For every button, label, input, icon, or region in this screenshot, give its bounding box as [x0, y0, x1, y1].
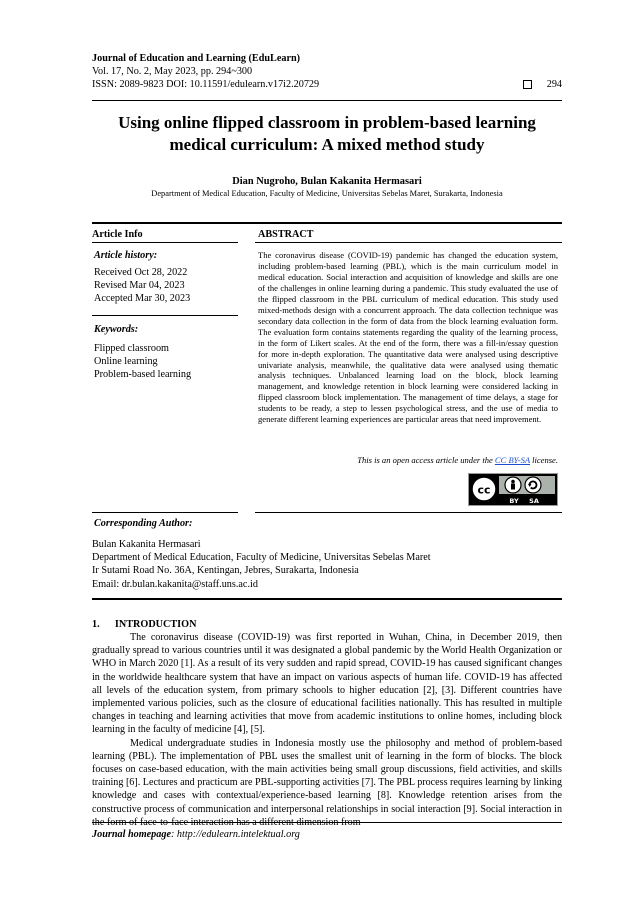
history-rule: [92, 315, 238, 316]
keyword-item: Problem-based learning: [94, 369, 192, 381]
history-revised: Revised Mar 04, 2023: [94, 280, 185, 292]
keyword-item: Online learning: [94, 356, 158, 368]
license-prefix: This is an open access article under the: [357, 455, 495, 465]
info-bottom-rule-right: [255, 512, 562, 513]
abstract-heading: ABSTRACT: [258, 229, 314, 240]
paper-title-line-1: Using online flipped classroom in problem-based learning: [118, 113, 536, 132]
info-top-rule: [92, 222, 562, 224]
homepage-label: Journal homepage: [92, 829, 171, 840]
svg-text:cc: cc: [477, 483, 491, 497]
keywords-list: [94, 342, 191, 382]
corresponding-email: Email: dr.bulan.kakanita@staff.uns.ac.id: [92, 578, 258, 590]
journal-name: Journal of Education and Learning (EduLearn): [92, 53, 301, 64]
corresponding-details: [92, 538, 562, 591]
introduction-paragraph-1: The coronavirus disease (COVID-19) was first reported in Wuhan, China, in December 2019, then gradually spread to various countries until it was designated a global pandemic by the World Health Organization or WHO in March 2020 [1]. As a result of its very sudden and rapid spread, COVID-19 has caused significant changes in the worldwide healthcare system that have an impact on various aspects of human life. COVID-19 has affected all levels of the education system, from primary schools to higher education [2], [3]. Different countries have implemented various policies, such as the closure of educational facilities nationally. This has resulted in multiple changes in teaching and learning activities that move from academic institutions to online homes, including block learning in the faculty of medicine [4], [5].: [92, 632, 562, 736]
history-label: Article history:: [94, 250, 158, 261]
journal-issn: ISSN: 2089-9823 DOI: 10.11591/edulearn.v17i2.20729: [92, 79, 320, 90]
article-info-heading: Article Info: [92, 229, 143, 240]
footer-rule: [92, 822, 562, 823]
journal-volume: Vol. 17, No. 2, May 2023, pp. 294~300: [92, 66, 253, 77]
introduction-body: [92, 631, 562, 829]
homepage-url[interactable]: : http://edulearn.intelektual.org: [170, 829, 300, 840]
badge-by-label: BY: [509, 497, 519, 505]
page-number: 294: [546, 79, 562, 90]
corresponding-department: Department of Medical Education, Faculty of Medicine, Universitas Sebelas Maret: [92, 552, 431, 564]
badge-sa-label: SA: [529, 497, 539, 505]
page-box-icon: [523, 80, 532, 89]
header-rule: [92, 100, 562, 101]
keywords-label: Keywords:: [94, 324, 139, 335]
license-note: [258, 455, 558, 465]
info-head-rule-left: [92, 242, 238, 243]
journal-homepage: [92, 829, 300, 840]
corresponding-bottom-rule: [92, 598, 562, 600]
journal-header: [92, 52, 562, 91]
cc-badge-graphic: [469, 474, 557, 505]
info-bottom-rule-left: [92, 512, 238, 513]
introduction-paragraph-2: Medical undergraduate studies in Indonesia mostly use the philosophy and method of problem-based learning (PBL). The implementation of PBL uses the smallest unit of learning in the form of blocks. The block focuses on case-based education, with the main activities being small group discussions, field activities, and skills training [6]. Lectures and practicum are PBL-supporting activities [7]. The PBL process requires learning by linking knowledge and cases with contextual/experience-based learning [8]. Knowledge retention arises from the constructive process of communication and interpersonal relationships in social interaction [9]. Social interaction in the form of face-to-face interaction has a different dimension from: [92, 737, 562, 828]
paper-authors: Dian Nugroho, Bulan Kakanita Hermasari: [232, 176, 422, 187]
paper-title-line-2: medical curriculum: A mixed method study: [169, 135, 485, 154]
history-list: [94, 266, 190, 306]
corresponding-address: Ir Sutami Road No. 36A, Kentingan, Jebres, Surakarta, Indonesia: [92, 565, 359, 577]
corresponding-name: Bulan Kakanita Hermasari: [92, 539, 201, 550]
paper-title: [92, 112, 562, 156]
paper-affiliation: Department of Medical Education, Faculty of Medicine, Universitas Sebelas Maret, Surakarta, Indonesia: [151, 189, 503, 198]
introduction-heading: 1. INTRODUCTION: [92, 619, 197, 630]
history-accepted: Accepted Mar 30, 2023: [94, 293, 191, 305]
keyword-item: Flipped classroom: [94, 343, 169, 354]
info-head-rule-right: [255, 242, 562, 243]
license-suffix: license.: [529, 455, 558, 465]
sa-share-icon: [525, 477, 541, 493]
corresponding-label: Corresponding Author:: [94, 518, 193, 529]
license-link[interactable]: CC BY-SA: [494, 455, 530, 465]
cc-by-sa-badge[interactable]: [468, 473, 558, 506]
history-received: Received Oct 28, 2022: [94, 267, 188, 278]
abstract-text: The coronavirus disease (COVID-19) pandemic has changed the education system, including problem-based learning (PBL), which is the main curriculum model in medical education. Social interaction and acquisition of knowledge and skills are one of the challenges in online learning during a pandemic. This study evaluated the use of the flipped classroom in the PBL curriculum of medical education. This study used mixed-methods design with a concurrent approach. The data collection technique was secondary data collection in the form of data from the block learning evaluation form. The evaluation form contains statements regarding the quality of the learning process, in the form of Likert scales. At the end of the form, there was a fill-in/essay question for more in-depth exploration. The quantitative data were analysed using descriptive univariate analysis, meanwhile, the qualitative data were analysed using thematic analysis techniques. Unbalanced learning load on the block, block learning management, and knowledge retention in block learning were considered lacking in flipped classroom block implementation. The management of time delays, a stage for students to be ready, a step to lessen psychological stress, and the use of media to generate different learning experiences are particular areas that need improvement.: [258, 250, 558, 425]
journal-issn-row: [92, 78, 562, 91]
